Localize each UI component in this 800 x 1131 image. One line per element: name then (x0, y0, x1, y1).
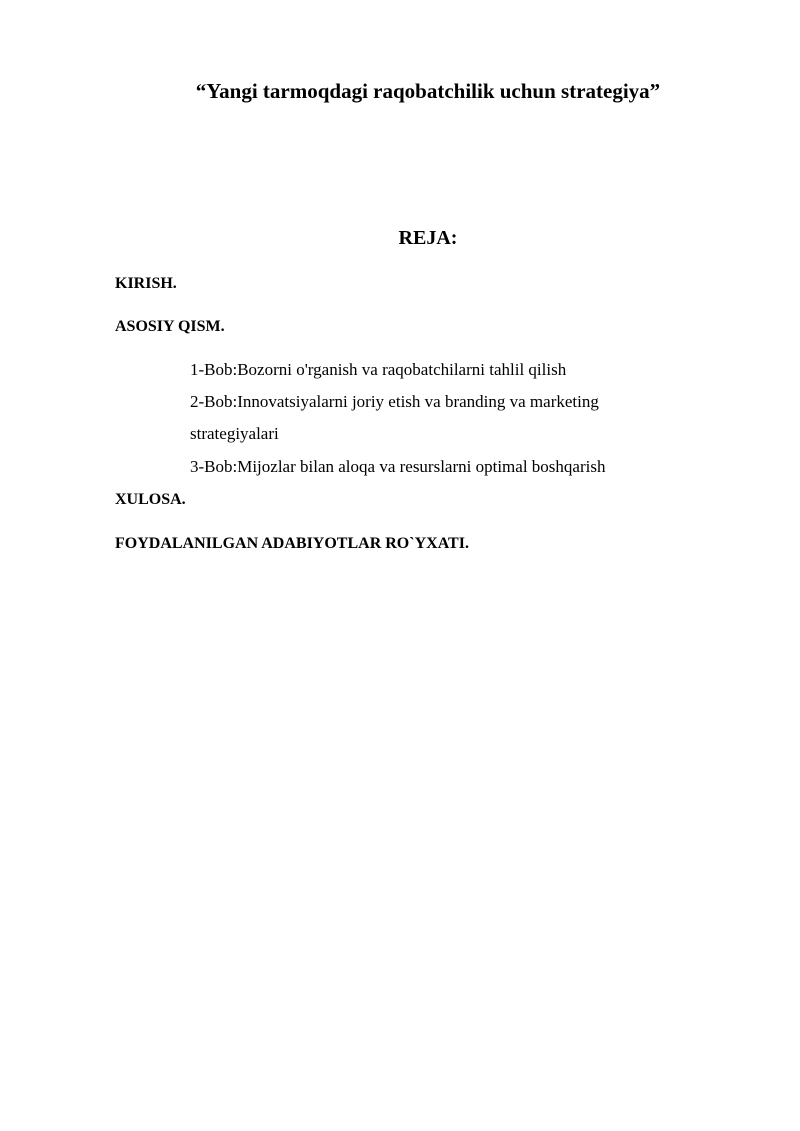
chapter-3: 3-Bob:Mijozlar bilan aloqa va resurslarni optimal boshqarish (190, 457, 606, 476)
section-conclusion: XULOSA. (115, 491, 186, 508)
chapter-2: 2-Bob:Innovatsiyalarni joriy etish va branding va marketing strategiyalari (190, 392, 599, 443)
document-title: “Yangi tarmoqdagi raqobatchilik uchun strategiya” (195, 79, 661, 103)
chapter-1: 1-Bob:Bozorni o'rganish va raqobatchilarni tahlil qilish (190, 360, 567, 379)
section-references: FOYDALANILGAN ADABIYOTLAR RO`YXATI. (115, 535, 469, 552)
plan-heading: REJA: (398, 227, 458, 249)
section-intro: KIRISH. (115, 275, 177, 292)
section-main: ASOSIY QISM. (115, 318, 225, 335)
